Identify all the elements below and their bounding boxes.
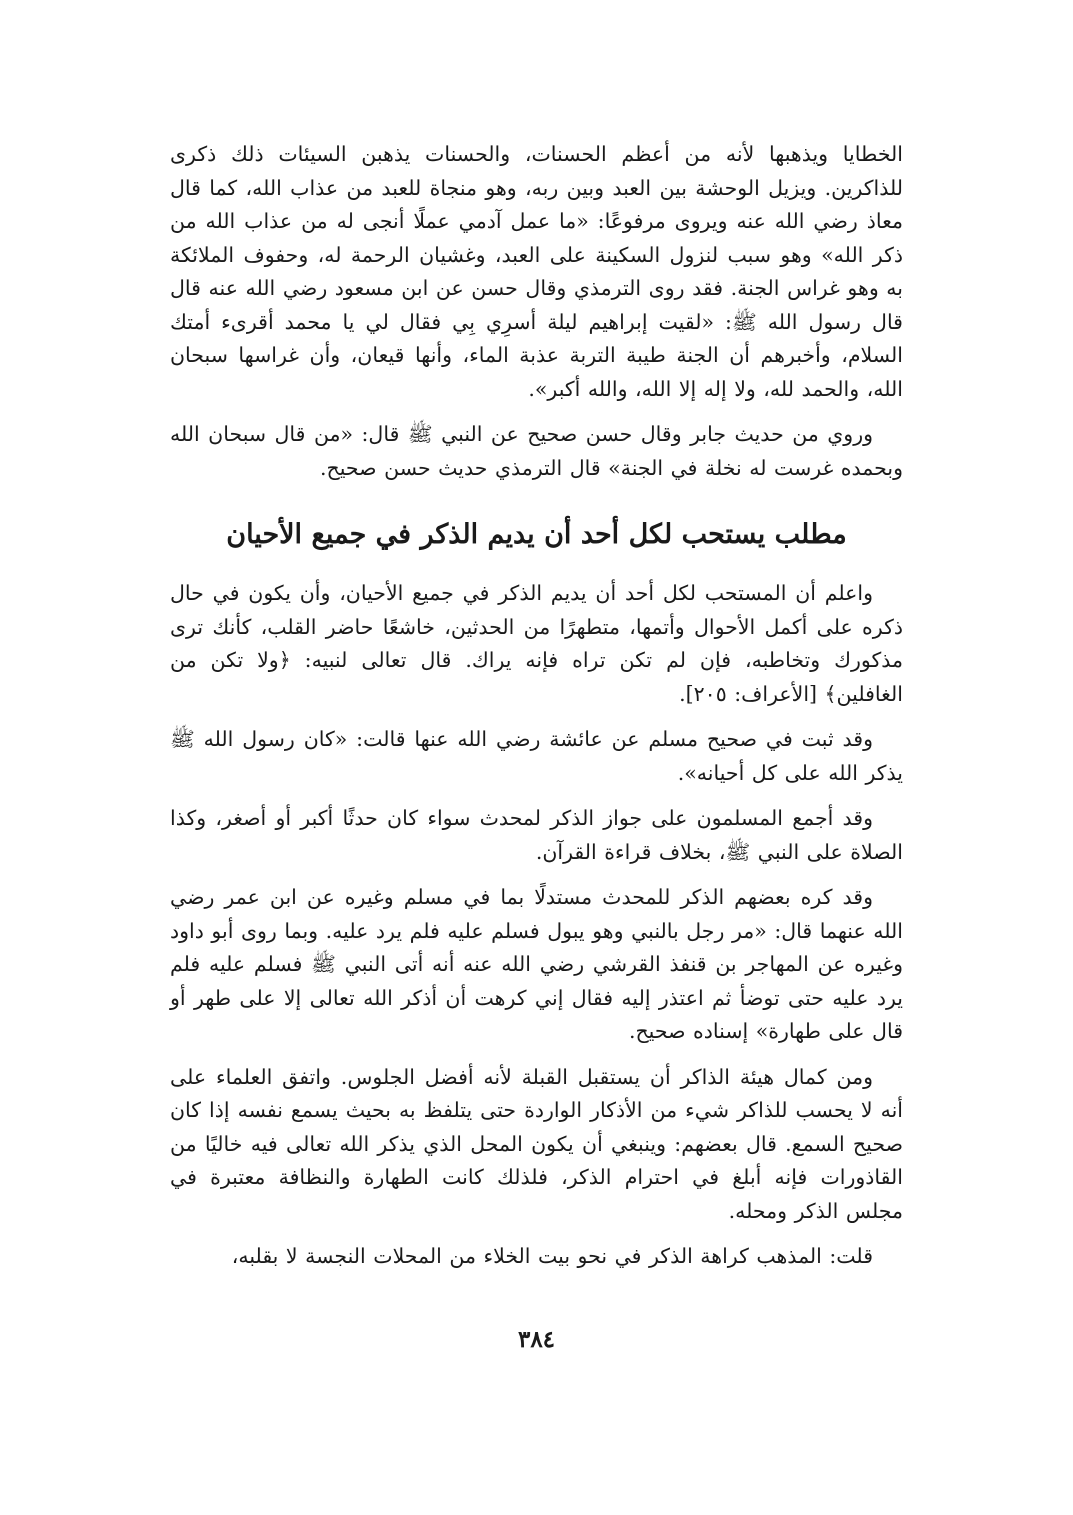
paragraph-8: قلت: المذهب كراهة الذكر في نحو بيت الخلاء من المحلات النجسة لا بقلبه،: [231, 1244, 873, 1268]
paragraph-1: الخطايا ويذهبها لأنه من أعظم الحسنات، والحسنات يذهبن السيئات ذلك ذكرى للذاكرين. ويزيل الوحشة بين العبد وبين ربه، وهو منجاة للعبد من عذاب الله، كما قال معاذ رضي الله عنه ويروى مرفوعًا: «ما عمل آدمي عملًا أنجى له من عذاب الله من ذكر الله» وهو سبب لنزول السكينة على العبد، وغشيان الرحمة له، وحفوف الملائكة به وهو غراس الجنة. فقد روى الترمذي وقال حسن عن ابن مسعود رضي الله عنه قال قال رسول الله ﷺ: «لقيت إبراهيم ليلة أسرِي بِي فقال لي يا محمد أقرىء أمتك السلام، وأخبرهم أن الجنة طيبة التربة عذبة الماء، وأنها قيعان، وأن غراسها سبحان الله، والحمد لله، ولا إله إلا الله، والله أكبر».: [170, 142, 903, 401]
paragraph-3: واعلم أن المستحب لكل أحد أن يديم الذكر في جميع الأحيان، وأن يكون في حال ذكره على أكمل الأحوال وأتمها، متطهرًا من الحدثين، خاشعًا حاضر القلب، كأنك ترى مذكورك وتخاطبه، فإن لم تكن تراه فإنه يراك. قال تعالى لنبيه: ﴿ولا تكن من الغافلين﴾ [الأعراف: ٢٠٥].: [170, 581, 903, 706]
paragraph-6: وقد كره بعضهم الذكر للمحدث مستدلًا بما في مسلم وغيره عن ابن عمر رضي الله عنهما قال: «مر رجل بالنبي وهو يبول فسلم عليه فلم يرد عليه. وبما روى أبو داود وغيره عن المهاجر بن قنفذ القرشي رضي الله عنه أنه أتى النبي ﷺ فسلم عليه فلم يرد عليه حتى توضأ ثم اعتذر إليه فقال إني كرهت أن أذكر الله تعالى إلا على طهر أو قال على طهارة» إسناده صحيح.: [170, 885, 903, 1043]
page-number: ٣٨٤: [517, 1326, 556, 1353]
paragraph-4: وقد ثبت في صحيح مسلم عن عائشة رضي الله عنها قالت: «كان رسول الله ﷺ يذكر الله على كل أحيانه».: [170, 727, 903, 785]
paragraph-5: وقد أجمع المسلمون على جواز الذكر لمحدث سواء كان حدثًا أكبر أو أصغر، وكذا الصلاة على النبي ﷺ، بخلاف قراءة القرآن.: [170, 806, 903, 864]
paragraph-7: ومن كمال هيئة الذاكر أن يستقبل القبلة لأنه أفضل الجلوس. واتفق العلماء على أنه لا يحسب للذاكر شيء من الأذكار الواردة حتى يتلفظ به بحيث يسمع نفسه إذا كان صحيح السمع. قال بعضهم: وينبغي أن يكون المحل الذي يذكر الله تعالى فيه خاليًا من القاذورات فإنه أبلغ في احترام الذكر، فلذلك كانت الطهارة والنظافة معتبرة في مجلس الذكر ومحله.: [170, 1064, 903, 1223]
section-heading: مطلب يستحب لكل أحد أن يديم الذكر في جميع الأحيان: [226, 519, 847, 550]
paragraph-2: وروي من حديث جابر وقال حسن صحيح عن النبي ﷺ قال: «من قال سبحان الله وبحمده غرست له نخلة في الجنة» قال الترمذي حديث حسن صحيح.: [170, 422, 903, 480]
